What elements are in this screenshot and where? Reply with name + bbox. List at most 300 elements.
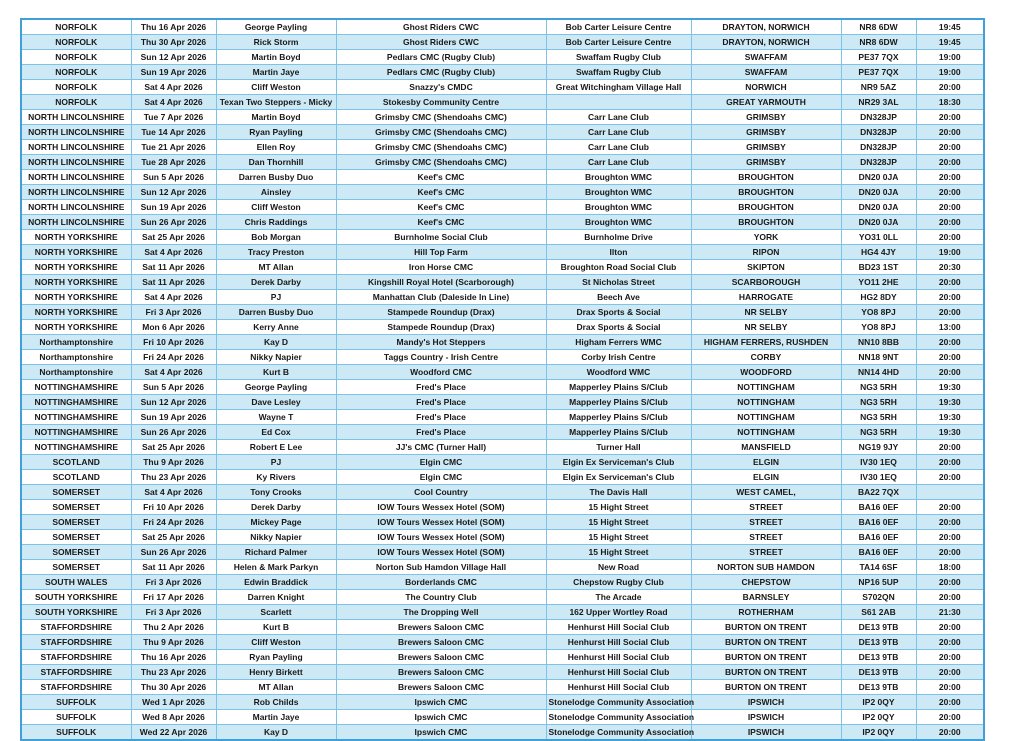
cell-artist: Rob Childs (216, 695, 336, 710)
cell-date: Tue 7 Apr 2026 (131, 110, 216, 125)
cell-county: SUFFOLK (21, 695, 131, 710)
event-row (21, 335, 984, 350)
cell-club: Stampede Roundup (Drax) (336, 320, 546, 335)
cell-venue: Bob Carter Leisure Centre (546, 19, 691, 35)
cell-artist: MT Allan (216, 680, 336, 695)
cell-artist: Ellen Roy (216, 140, 336, 155)
cell-town: NORTON SUB HAMDON (691, 560, 841, 575)
event-row (21, 95, 984, 110)
cell-date: Sat 4 Apr 2026 (131, 80, 216, 95)
cell-club: Taggs Country - Irish Centre (336, 350, 546, 365)
event-row (21, 170, 984, 185)
cell-county: NORTH LINCOLNSHIRE (21, 215, 131, 230)
cell-postcode: DN328JP (841, 110, 916, 125)
event-row (21, 440, 984, 455)
cell-club: Brewers Saloon CMC (336, 665, 546, 680)
cell-date: Thu 30 Apr 2026 (131, 680, 216, 695)
cell-town: MANSFIELD (691, 440, 841, 455)
cell-date: Thu 16 Apr 2026 (131, 19, 216, 35)
cell-artist: Ryan Payling (216, 650, 336, 665)
cell-date: Sat 25 Apr 2026 (131, 230, 216, 245)
cell-time: 19:45 (916, 35, 984, 50)
cell-artist: Martin Boyd (216, 110, 336, 125)
cell-club: Elgin CMC (336, 470, 546, 485)
cell-county: STAFFORDSHIRE (21, 680, 131, 695)
cell-county: SOMERSET (21, 545, 131, 560)
event-row (21, 155, 984, 170)
cell-postcode: DN328JP (841, 155, 916, 170)
cell-venue: Mapperley Plains S/Club (546, 425, 691, 440)
cell-club: Keef's CMC (336, 170, 546, 185)
cell-county: Northamptonshire (21, 335, 131, 350)
cell-time: 20:00 (916, 515, 984, 530)
cell-county: SOUTH WALES (21, 575, 131, 590)
event-row (21, 320, 984, 335)
cell-time: 19:00 (916, 65, 984, 80)
cell-date: Fri 24 Apr 2026 (131, 350, 216, 365)
cell-county: NORFOLK (21, 50, 131, 65)
cell-town: STREET (691, 545, 841, 560)
event-row (21, 410, 984, 425)
cell-postcode: NN14 4HD (841, 365, 916, 380)
cell-date: Thu 16 Apr 2026 (131, 650, 216, 665)
cell-postcode: NG3 5RH (841, 410, 916, 425)
cell-date: Sat 11 Apr 2026 (131, 260, 216, 275)
cell-club: IOW Tours Wessex Hotel (SOM) (336, 545, 546, 560)
cell-postcode: BA16 0EF (841, 530, 916, 545)
cell-postcode: IV30 1EQ (841, 470, 916, 485)
cell-county: NORTH YORKSHIRE (21, 290, 131, 305)
cell-venue: Henhurst Hill Social Club (546, 650, 691, 665)
cell-town: NOTTINGHAM (691, 380, 841, 395)
cell-artist: Ainsley (216, 185, 336, 200)
cell-club: Ipswich CMC (336, 710, 546, 725)
cell-venue: Swaffam Rugby Club (546, 65, 691, 80)
cell-postcode: IV30 1EQ (841, 455, 916, 470)
cell-club: Fred's Place (336, 425, 546, 440)
cell-venue: Chepstow Rugby Club (546, 575, 691, 590)
cell-time: 20:00 (916, 665, 984, 680)
cell-venue: New Road (546, 560, 691, 575)
cell-postcode: YO8 8PJ (841, 305, 916, 320)
cell-town: BROUGHTON (691, 185, 841, 200)
cell-town: BURTON ON TRENT (691, 650, 841, 665)
cell-venue: Broughton Road Social Club (546, 260, 691, 275)
cell-club: Kingshill Royal Hotel (Scarborough) (336, 275, 546, 290)
cell-postcode: DE13 9TB (841, 620, 916, 635)
cell-postcode: IP2 0QY (841, 710, 916, 725)
cell-venue: Stonelodge Community Association (546, 710, 691, 725)
event-row (21, 575, 984, 590)
cell-date: Wed 8 Apr 2026 (131, 710, 216, 725)
cell-artist: Edwin Braddick (216, 575, 336, 590)
cell-postcode: HG2 8DY (841, 290, 916, 305)
cell-artist: George Payling (216, 380, 336, 395)
event-row (21, 365, 984, 380)
cell-town: NOTTINGHAM (691, 425, 841, 440)
cell-time: 20:00 (916, 710, 984, 725)
cell-artist: Mickey Page (216, 515, 336, 530)
cell-time: 20:00 (916, 470, 984, 485)
cell-county: NORFOLK (21, 95, 131, 110)
cell-time: 20:00 (916, 635, 984, 650)
cell-postcode: YO8 8PJ (841, 320, 916, 335)
cell-county: NOTTINGHAMSHIRE (21, 410, 131, 425)
cell-date: Fri 10 Apr 2026 (131, 335, 216, 350)
cell-postcode: TA14 6SF (841, 560, 916, 575)
cell-date: Wed 22 Apr 2026 (131, 725, 216, 741)
cell-date: Sun 12 Apr 2026 (131, 185, 216, 200)
cell-time: 20:00 (916, 365, 984, 380)
cell-artist: Nikky Napier (216, 350, 336, 365)
cell-time: 20:00 (916, 725, 984, 741)
cell-postcode: NR9 5AZ (841, 80, 916, 95)
cell-club: Stokesby Community Centre (336, 95, 546, 110)
cell-venue: Mapperley Plains S/Club (546, 410, 691, 425)
cell-club: Grimsby CMC (Shendoahs CMC) (336, 110, 546, 125)
cell-club: Hill Top Farm (336, 245, 546, 260)
event-row (21, 725, 984, 741)
cell-time: 20:00 (916, 215, 984, 230)
cell-postcode: S702QN (841, 590, 916, 605)
cell-artist: PJ (216, 455, 336, 470)
cell-club: Grimsby CMC (Shendoahs CMC) (336, 155, 546, 170)
cell-club: Ghost Riders CWC (336, 35, 546, 50)
event-row (21, 230, 984, 245)
cell-date: Thu 30 Apr 2026 (131, 35, 216, 50)
event-row (21, 380, 984, 395)
cell-venue: 15 Hight Street (546, 515, 691, 530)
cell-club: Ipswich CMC (336, 695, 546, 710)
cell-venue: Carr Lane Club (546, 110, 691, 125)
cell-postcode: NG19 9JY (841, 440, 916, 455)
cell-time: 20:00 (916, 290, 984, 305)
cell-time: 20:00 (916, 575, 984, 590)
cell-town: WOODFORD (691, 365, 841, 380)
event-row (21, 275, 984, 290)
cell-venue: Elgin Ex Serviceman's Club (546, 470, 691, 485)
cell-postcode: YO11 2HE (841, 275, 916, 290)
cell-town: HIGHAM FERRERS, RUSHDEN (691, 335, 841, 350)
cell-artist: Ky Rivers (216, 470, 336, 485)
cell-date: Sun 26 Apr 2026 (131, 545, 216, 560)
cell-date: Tue 14 Apr 2026 (131, 125, 216, 140)
cell-club: Norton Sub Hamdon Village Hall (336, 560, 546, 575)
cell-club: Ipswich CMC (336, 725, 546, 741)
cell-county: NOTTINGHAMSHIRE (21, 425, 131, 440)
cell-club: Fred's Place (336, 410, 546, 425)
cell-time: 20:00 (916, 590, 984, 605)
cell-artist: Bob Morgan (216, 230, 336, 245)
cell-county: NORTH LINCOLNSHIRE (21, 125, 131, 140)
cell-club: The Dropping Well (336, 605, 546, 620)
cell-postcode: NN10 8BB (841, 335, 916, 350)
cell-club: IOW Tours Wessex Hotel (SOM) (336, 530, 546, 545)
cell-time: 20:00 (916, 275, 984, 290)
cell-venue: Corby Irish Centre (546, 350, 691, 365)
cell-postcode: IP2 0QY (841, 695, 916, 710)
cell-date: Fri 3 Apr 2026 (131, 575, 216, 590)
cell-artist: Tony Crooks (216, 485, 336, 500)
cell-date: Sun 26 Apr 2026 (131, 215, 216, 230)
cell-postcode: NG3 5RH (841, 425, 916, 440)
cell-club: Elgin CMC (336, 455, 546, 470)
cell-date: Tue 21 Apr 2026 (131, 140, 216, 155)
cell-county: Northamptonshire (21, 350, 131, 365)
cell-town: IPSWICH (691, 725, 841, 741)
cell-artist: Martin Jaye (216, 710, 336, 725)
event-row (21, 485, 984, 500)
cell-postcode: NR8 6DW (841, 19, 916, 35)
cell-venue: Broughton WMC (546, 200, 691, 215)
cell-club: The Country Club (336, 590, 546, 605)
cell-postcode: BD23 1ST (841, 260, 916, 275)
cell-time: 19:00 (916, 245, 984, 260)
cell-artist: Ed Cox (216, 425, 336, 440)
cell-town: SWAFFAM (691, 50, 841, 65)
cell-club: IOW Tours Wessex Hotel (SOM) (336, 515, 546, 530)
cell-club: Keef's CMC (336, 200, 546, 215)
cell-artist: Kerry Anne (216, 320, 336, 335)
cell-club: Borderlands CMC (336, 575, 546, 590)
cell-time: 20:30 (916, 260, 984, 275)
cell-venue: Mapperley Plains S/Club (546, 380, 691, 395)
cell-town: IPSWICH (691, 695, 841, 710)
cell-artist: Dave Lesley (216, 395, 336, 410)
cell-county: NORTH YORKSHIRE (21, 305, 131, 320)
event-row (21, 425, 984, 440)
cell-time: 20:00 (916, 350, 984, 365)
event-row (21, 260, 984, 275)
cell-artist: Chris Raddings (216, 215, 336, 230)
event-row (21, 80, 984, 95)
cell-venue: The Arcade (546, 590, 691, 605)
event-row (21, 545, 984, 560)
cell-date: Sun 5 Apr 2026 (131, 380, 216, 395)
cell-club: Brewers Saloon CMC (336, 635, 546, 650)
cell-venue: St Nicholas Street (546, 275, 691, 290)
cell-postcode: DN20 0JA (841, 200, 916, 215)
cell-date: Sun 5 Apr 2026 (131, 170, 216, 185)
cell-date: Thu 23 Apr 2026 (131, 470, 216, 485)
cell-club: Cool Country (336, 485, 546, 500)
cell-town: DRAYTON, NORWICH (691, 35, 841, 50)
cell-venue: Great Witchingham Village Hall (546, 80, 691, 95)
cell-county: NORTH YORKSHIRE (21, 320, 131, 335)
cell-town: BURTON ON TRENT (691, 620, 841, 635)
event-row (21, 650, 984, 665)
cell-postcode: NR29 3AL (841, 95, 916, 110)
cell-postcode: YO31 0LL (841, 230, 916, 245)
event-row (21, 710, 984, 725)
cell-county: SOMERSET (21, 560, 131, 575)
cell-date: Sun 12 Apr 2026 (131, 50, 216, 65)
cell-club: Burnholme Social Club (336, 230, 546, 245)
cell-artist: Derek Darby (216, 275, 336, 290)
event-row (21, 110, 984, 125)
cell-town: ELGIN (691, 455, 841, 470)
cell-time: 20:00 (916, 455, 984, 470)
cell-town: STREET (691, 515, 841, 530)
cell-date: Fri 3 Apr 2026 (131, 305, 216, 320)
cell-town: CHEPSTOW (691, 575, 841, 590)
cell-date: Sun 19 Apr 2026 (131, 65, 216, 80)
event-row (21, 395, 984, 410)
cell-club: Woodford CMC (336, 365, 546, 380)
cell-club: Pedlars CMC (Rugby Club) (336, 65, 546, 80)
cell-venue: Mapperley Plains S/Club (546, 395, 691, 410)
cell-county: SCOTLAND (21, 470, 131, 485)
cell-venue: 15 Hight Street (546, 545, 691, 560)
cell-date: Sat 11 Apr 2026 (131, 275, 216, 290)
cell-artist: Rick Storm (216, 35, 336, 50)
cell-date: Sun 19 Apr 2026 (131, 200, 216, 215)
cell-time: 20:00 (916, 680, 984, 695)
cell-time: 19:30 (916, 395, 984, 410)
cell-artist: Martin Jaye (216, 65, 336, 80)
cell-time: 20:00 (916, 620, 984, 635)
cell-artist: Cliff Weston (216, 80, 336, 95)
cell-artist: Cliff Weston (216, 635, 336, 650)
cell-date: Thu 9 Apr 2026 (131, 635, 216, 650)
cell-date: Sun 26 Apr 2026 (131, 425, 216, 440)
cell-date: Fri 3 Apr 2026 (131, 605, 216, 620)
cell-town: BARNSLEY (691, 590, 841, 605)
cell-county: NORTH YORKSHIRE (21, 230, 131, 245)
cell-town: GRIMSBY (691, 125, 841, 140)
cell-venue: Swaffam Rugby Club (546, 50, 691, 65)
cell-artist: Martin Boyd (216, 50, 336, 65)
cell-county: NORFOLK (21, 19, 131, 35)
cell-county: SOMERSET (21, 500, 131, 515)
cell-county: SOMERSET (21, 530, 131, 545)
event-row (21, 215, 984, 230)
cell-artist: Nikky Napier (216, 530, 336, 545)
cell-club: Brewers Saloon CMC (336, 620, 546, 635)
cell-postcode: DE13 9TB (841, 635, 916, 650)
event-row (21, 515, 984, 530)
cell-postcode: NG3 5RH (841, 395, 916, 410)
event-row (21, 680, 984, 695)
cell-artist: George Payling (216, 19, 336, 35)
event-row (21, 305, 984, 320)
cell-artist: Kurt B (216, 365, 336, 380)
cell-artist: Henry Birkett (216, 665, 336, 680)
cell-county: SOUTH YORKSHIRE (21, 590, 131, 605)
cell-town: GREAT YARMOUTH (691, 95, 841, 110)
cell-county: NORTH YORKSHIRE (21, 245, 131, 260)
cell-date: Sat 4 Apr 2026 (131, 95, 216, 110)
cell-time: 20:00 (916, 110, 984, 125)
cell-time: 20:00 (916, 305, 984, 320)
cell-date: Thu 23 Apr 2026 (131, 665, 216, 680)
cell-venue: Carr Lane Club (546, 125, 691, 140)
cell-town: SKIPTON (691, 260, 841, 275)
cell-club: Snazzy's CMDC (336, 80, 546, 95)
cell-date: Sat 4 Apr 2026 (131, 485, 216, 500)
cell-venue: Higham Ferrers WMC (546, 335, 691, 350)
event-row (21, 65, 984, 80)
cell-town: HARROGATE (691, 290, 841, 305)
cell-postcode: HG4 4JY (841, 245, 916, 260)
cell-date: Sat 4 Apr 2026 (131, 290, 216, 305)
cell-artist: Cliff Weston (216, 200, 336, 215)
cell-date: Sun 12 Apr 2026 (131, 395, 216, 410)
cell-time: 20:00 (916, 500, 984, 515)
cell-club: IOW Tours Wessex Hotel (SOM) (336, 500, 546, 515)
cell-date: Fri 24 Apr 2026 (131, 515, 216, 530)
cell-club: Brewers Saloon CMC (336, 650, 546, 665)
cell-town: NOTTINGHAM (691, 395, 841, 410)
cell-club: JJ's CMC (Turner Hall) (336, 440, 546, 455)
cell-artist: PJ (216, 290, 336, 305)
cell-time (916, 485, 984, 500)
cell-postcode: NN18 9NT (841, 350, 916, 365)
cell-club: Grimsby CMC (Shendoahs CMC) (336, 125, 546, 140)
event-row (21, 290, 984, 305)
cell-club: Iron Horse CMC (336, 260, 546, 275)
cell-artist: Kay D (216, 725, 336, 741)
cell-club: Fred's Place (336, 380, 546, 395)
cell-town: CORBY (691, 350, 841, 365)
cell-venue: Beech Ave (546, 290, 691, 305)
cell-postcode: DE13 9TB (841, 650, 916, 665)
cell-town: YORK (691, 230, 841, 245)
cell-town: ROTHERHAM (691, 605, 841, 620)
cell-venue: Carr Lane Club (546, 155, 691, 170)
cell-date: Sat 4 Apr 2026 (131, 245, 216, 260)
cell-time: 19:45 (916, 19, 984, 35)
cell-town: BURTON ON TRENT (691, 680, 841, 695)
cell-venue: Henhurst Hill Social Club (546, 620, 691, 635)
cell-time: 19:30 (916, 380, 984, 395)
cell-town: RIPON (691, 245, 841, 260)
cell-town: STREET (691, 500, 841, 515)
cell-county: NOTTINGHAMSHIRE (21, 440, 131, 455)
cell-date: Thu 9 Apr 2026 (131, 455, 216, 470)
cell-county: STAFFORDSHIRE (21, 650, 131, 665)
cell-date: Mon 6 Apr 2026 (131, 320, 216, 335)
cell-time: 18:30 (916, 95, 984, 110)
cell-county: NORFOLK (21, 65, 131, 80)
cell-artist: Darren Knight (216, 590, 336, 605)
cell-artist: Texan Two Steppers - Micky (216, 95, 336, 110)
cell-time: 18:00 (916, 560, 984, 575)
cell-date: Sat 25 Apr 2026 (131, 440, 216, 455)
cell-time: 13:00 (916, 320, 984, 335)
event-row (21, 560, 984, 575)
event-row (21, 350, 984, 365)
cell-town: NR SELBY (691, 305, 841, 320)
cell-county: NORTH LINCOLNSHIRE (21, 140, 131, 155)
cell-time: 20:00 (916, 530, 984, 545)
cell-county: STAFFORDSHIRE (21, 635, 131, 650)
cell-artist: Richard Palmer (216, 545, 336, 560)
event-row (21, 695, 984, 710)
cell-postcode: DN20 0JA (841, 185, 916, 200)
cell-venue: Henhurst Hill Social Club (546, 680, 691, 695)
cell-postcode: DE13 9TB (841, 680, 916, 695)
cell-town: NR SELBY (691, 320, 841, 335)
event-row (21, 605, 984, 620)
cell-date: Sat 11 Apr 2026 (131, 560, 216, 575)
cell-county: SUFFOLK (21, 710, 131, 725)
cell-town: BURTON ON TRENT (691, 665, 841, 680)
event-row (21, 455, 984, 470)
events-table (20, 18, 985, 741)
event-row (21, 530, 984, 545)
event-row (21, 620, 984, 635)
